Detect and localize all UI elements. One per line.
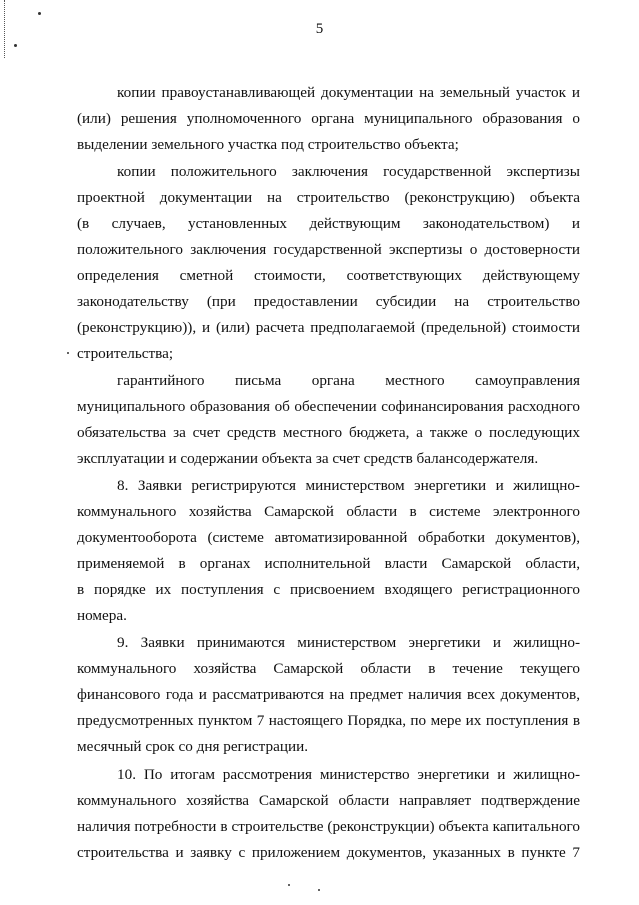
text-line: строительства и заявку с приложением документов, указанных в пункте 7: [77, 844, 580, 861]
text-line: коммунального хозяйства Самарской области в системе электронного: [77, 503, 580, 520]
text-line: предусмотренных пунктом 7 настоящего Порядка, по мере их поступления в: [77, 712, 580, 729]
scan-speck: [38, 12, 41, 15]
text-line: определения сметной стоимости, соответствующих действующему: [77, 267, 580, 284]
text-line: выделении земельного участка под строительство объекта;: [77, 136, 459, 153]
scan-speck: [14, 44, 17, 47]
text-line: 9. Заявки принимаются министерством энергетики и жилищно-: [117, 634, 580, 651]
text-line: гарантийного письма органа местного самоуправления: [117, 372, 580, 389]
text-line: проектной документации на строительство (реконструкцию) объекта: [77, 189, 580, 206]
text-line: (реконструкцию)), и (или) расчета предполагаемой (предельной) стоимости: [77, 319, 580, 336]
text-line: копии правоустанавливающей документации на земельный участок и: [117, 84, 580, 101]
text-line: положительного заключения государственной экспертизы о достоверности: [77, 241, 580, 258]
text-line: (в случаев, установленных действующим законодательством) и: [77, 215, 580, 232]
scan-speck: [318, 889, 320, 891]
text-line: документооборота (системе автоматизированной обработки документов),: [77, 529, 580, 546]
text-line: коммунального хозяйства Самарской области в течение текущего: [77, 660, 580, 677]
text-line: применяемой в органах исполнительной власти Самарской области,: [77, 555, 580, 572]
page-number: 5: [315, 21, 324, 37]
text-line: 8. Заявки регистрируются министерством энергетики и жилищно-: [117, 477, 580, 494]
text-line: обязательства за счет средств местного бюджета, а также о последующих: [77, 424, 580, 441]
text-line: месячный срок со дня регистрации.: [77, 738, 308, 755]
scan-speck: [288, 884, 290, 886]
scan-speck: [67, 352, 69, 354]
text-line: 10. По итогам рассмотрения министерство энергетики и жилищно-: [117, 766, 580, 783]
text-line: в порядке их поступления с присвоением входящего регистрационного: [77, 581, 580, 598]
text-line: копии положительного заключения государственной экспертизы: [117, 163, 580, 180]
text-line: номера.: [77, 607, 127, 624]
text-line: наличия потребности в строительстве (реконструкции) объекта капитального: [77, 818, 580, 835]
text-line: (или) решения уполномоченного органа муниципального образования о: [77, 110, 580, 127]
text-line: строительства;: [77, 345, 174, 362]
text-line: финансового года и рассматриваются на предмет наличия всех документов,: [77, 686, 580, 703]
text-line: эксплуатации и содержании объекта за счет средств балансодержателя.: [77, 450, 539, 467]
text-line: коммунального хозяйства Самарской области направляет подтверждение: [77, 792, 580, 809]
text-line: муниципального образования об обеспечении софинансирования расходного: [77, 398, 580, 415]
text-line: законодательству (при предоставлении субсидии на строительство: [77, 293, 580, 310]
